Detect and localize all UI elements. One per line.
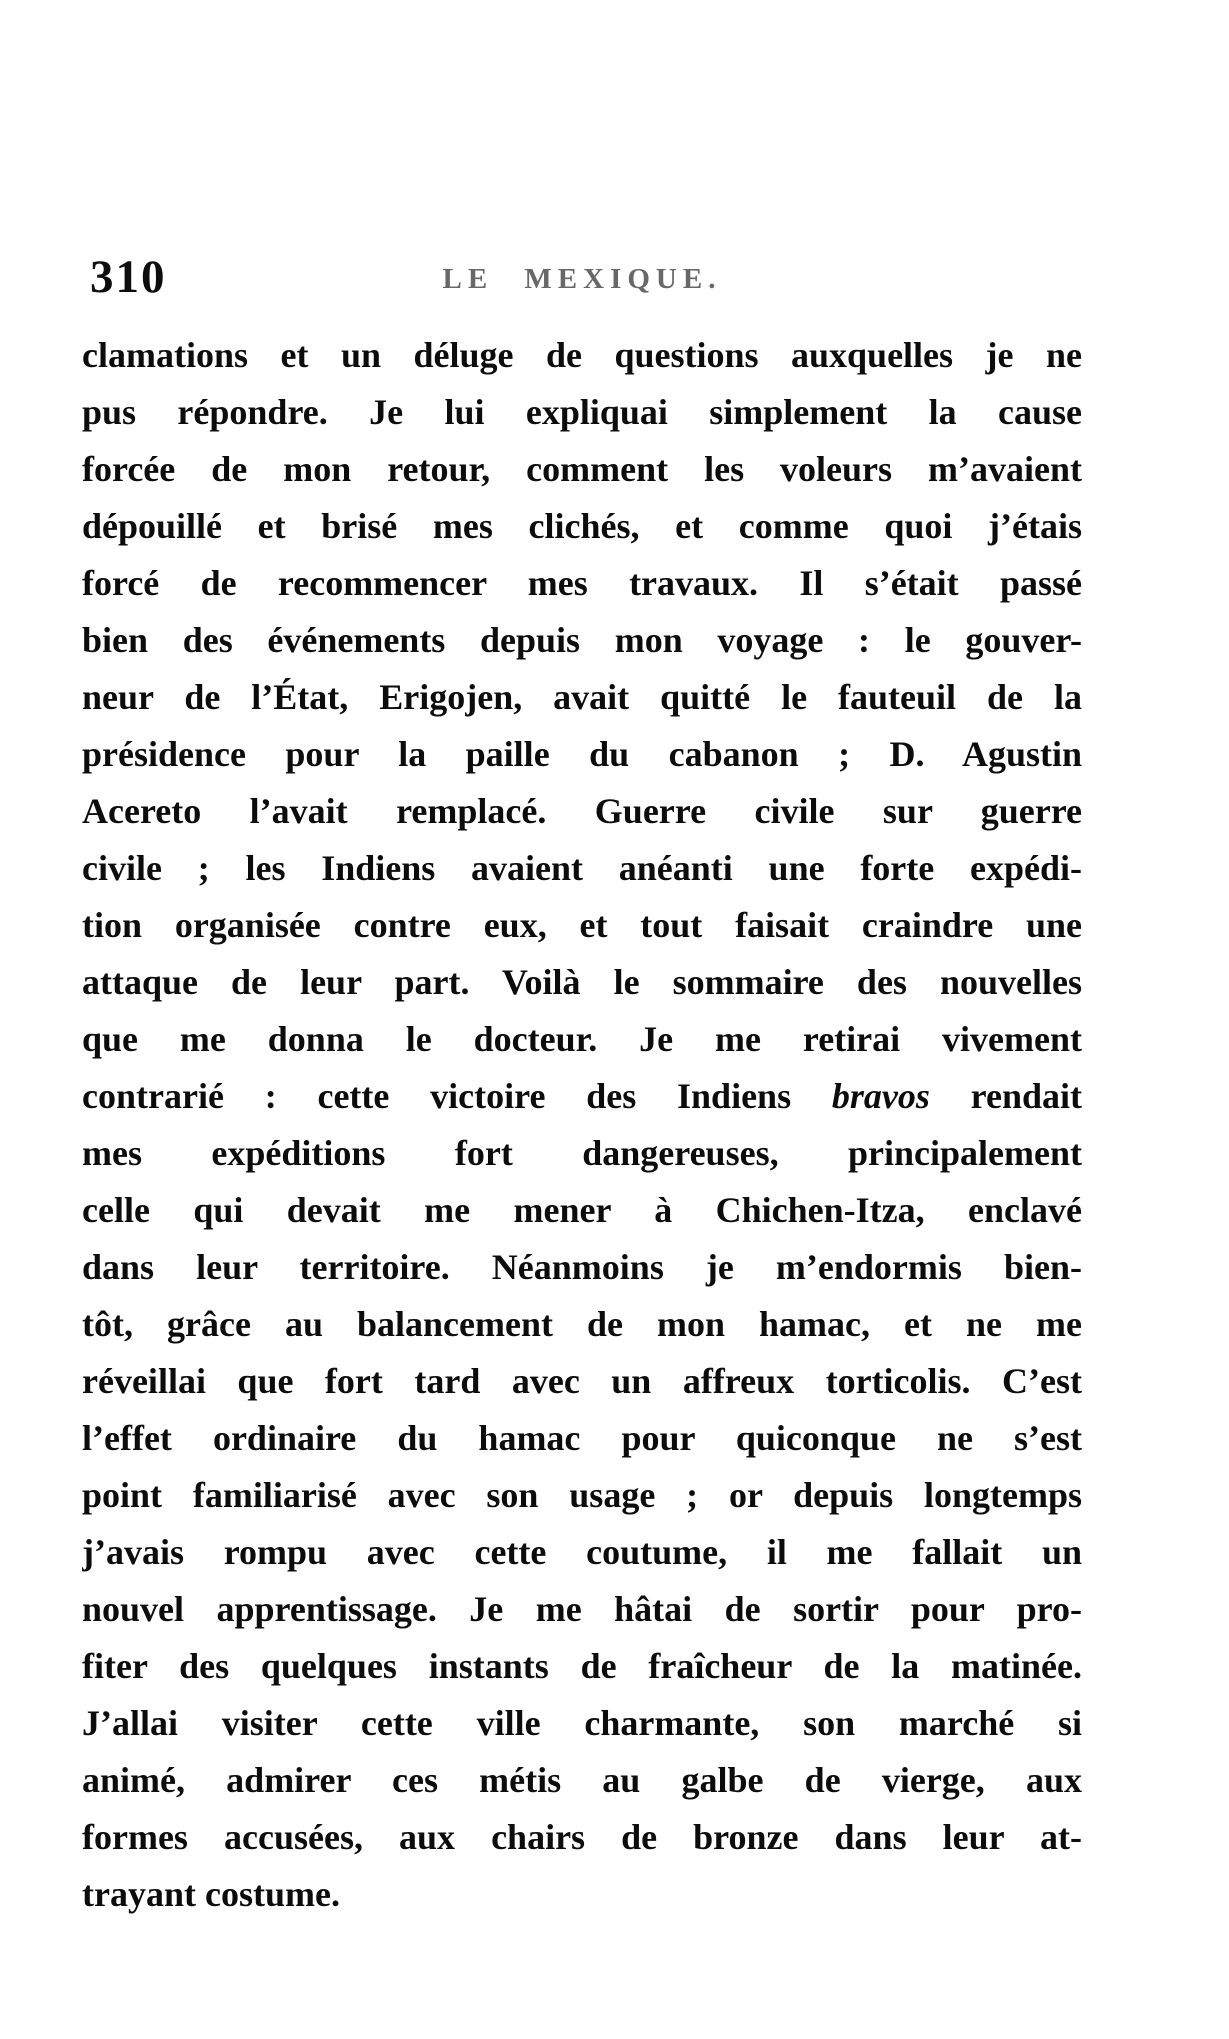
text-segment: présidence pour la paille du cabanon ; D. Agustin xyxy=(82,734,1082,774)
italic-word: bravos xyxy=(831,1076,930,1116)
text-line xyxy=(82,1296,1082,1353)
text-line xyxy=(82,1809,1082,1866)
text-segment: l’effet ordinaire du hamac pour quiconque ne s’est xyxy=(82,1418,1082,1458)
text-line xyxy=(82,1239,1082,1296)
text-segment: rendait xyxy=(929,1076,1082,1116)
text-line xyxy=(82,1638,1082,1695)
text-line xyxy=(82,1524,1082,1581)
text-line xyxy=(82,954,1082,1011)
text-segment: dépouillé et brisé mes clichés, et comme quoi j’étais xyxy=(82,506,1082,546)
text-segment: j’avais rompu avec cette coutume, il me fallait un xyxy=(82,1532,1082,1572)
text-segment: attaque de leur part. Voilà le sommaire des nouvelles xyxy=(82,962,1082,1002)
text-line xyxy=(82,783,1082,840)
text-line xyxy=(82,1353,1082,1410)
text-line xyxy=(82,612,1082,669)
text-line xyxy=(82,441,1082,498)
running-title: LE MEXIQUE. xyxy=(442,263,722,295)
text-segment: pus répondre. Je lui expliquai simplement la cause xyxy=(82,392,1082,432)
text-segment: nouvel apprentissage. Je me hâtai de sortir pour pro- xyxy=(82,1589,1082,1629)
text-segment: Acereto l’avait remplacé. Guerre civile sur guerre xyxy=(82,791,1082,831)
page-header xyxy=(82,250,1082,310)
text-line xyxy=(82,384,1082,441)
text-line xyxy=(82,498,1082,555)
text-line xyxy=(82,327,1082,384)
text-line xyxy=(82,1866,1082,1923)
text-segment: trayant costume. xyxy=(82,1874,340,1914)
text-line xyxy=(82,1410,1082,1467)
text-line xyxy=(82,669,1082,726)
text-segment: dans leur territoire. Néanmoins je m’endormis bien- xyxy=(82,1247,1082,1287)
text-segment: celle qui devait me mener à Chichen-Itza, enclavé xyxy=(82,1190,1082,1230)
text-segment: que me donna le docteur. Je me retirai vivement xyxy=(82,1019,1082,1059)
text-segment: neur de l’État, Erigojen, avait quitté le fauteuil de la xyxy=(82,677,1082,717)
text-line xyxy=(82,1581,1082,1638)
text-line xyxy=(82,1467,1082,1524)
text-segment: tôt, grâce au balancement de mon hamac, et ne me xyxy=(82,1304,1082,1344)
text-segment: fiter des quelques instants de fraîcheur de la matinée. xyxy=(82,1646,1082,1686)
text-segment: formes accusées, aux chairs de bronze dans leur at- xyxy=(82,1817,1082,1857)
text-segment: forcée de mon retour, comment les voleurs m’avaient xyxy=(82,449,1082,489)
text-line xyxy=(82,1182,1082,1239)
text-line xyxy=(82,1125,1082,1182)
text-segment: tion organisée contre eux, et tout faisait craindre une xyxy=(82,905,1082,945)
text-line xyxy=(82,897,1082,954)
text-segment: contrarié : cette victoire des Indiens xyxy=(82,1076,832,1116)
body-text xyxy=(82,327,1082,1923)
text-segment: civile ; les Indiens avaient anéanti une forte expédi- xyxy=(82,848,1082,888)
text-segment: J’allai visiter cette ville charmante, son marché si xyxy=(82,1703,1082,1743)
text-segment: clamations et un déluge de questions auxquelles je ne xyxy=(82,335,1082,375)
text-segment: bien des événements depuis mon voyage : le gouver- xyxy=(82,620,1082,660)
text-segment: réveillai que fort tard avec un affreux torticolis. C’est xyxy=(82,1361,1082,1401)
text-line xyxy=(82,1011,1082,1068)
text-line xyxy=(82,1752,1082,1809)
text-line xyxy=(82,726,1082,783)
text-segment: forcé de recommencer mes travaux. Il s’était passé xyxy=(82,563,1082,603)
text-line xyxy=(82,1068,1082,1125)
text-segment: point familiarisé avec son usage ; or depuis longtemps xyxy=(82,1475,1082,1515)
text-line xyxy=(82,1695,1082,1752)
text-line xyxy=(82,840,1082,897)
text-segment: animé, admirer ces métis au galbe de vierge, aux xyxy=(82,1760,1082,1800)
text-segment: mes expéditions fort dangereuses, principalement xyxy=(82,1133,1082,1173)
text-line xyxy=(82,555,1082,612)
page-number: 310 xyxy=(90,251,167,303)
